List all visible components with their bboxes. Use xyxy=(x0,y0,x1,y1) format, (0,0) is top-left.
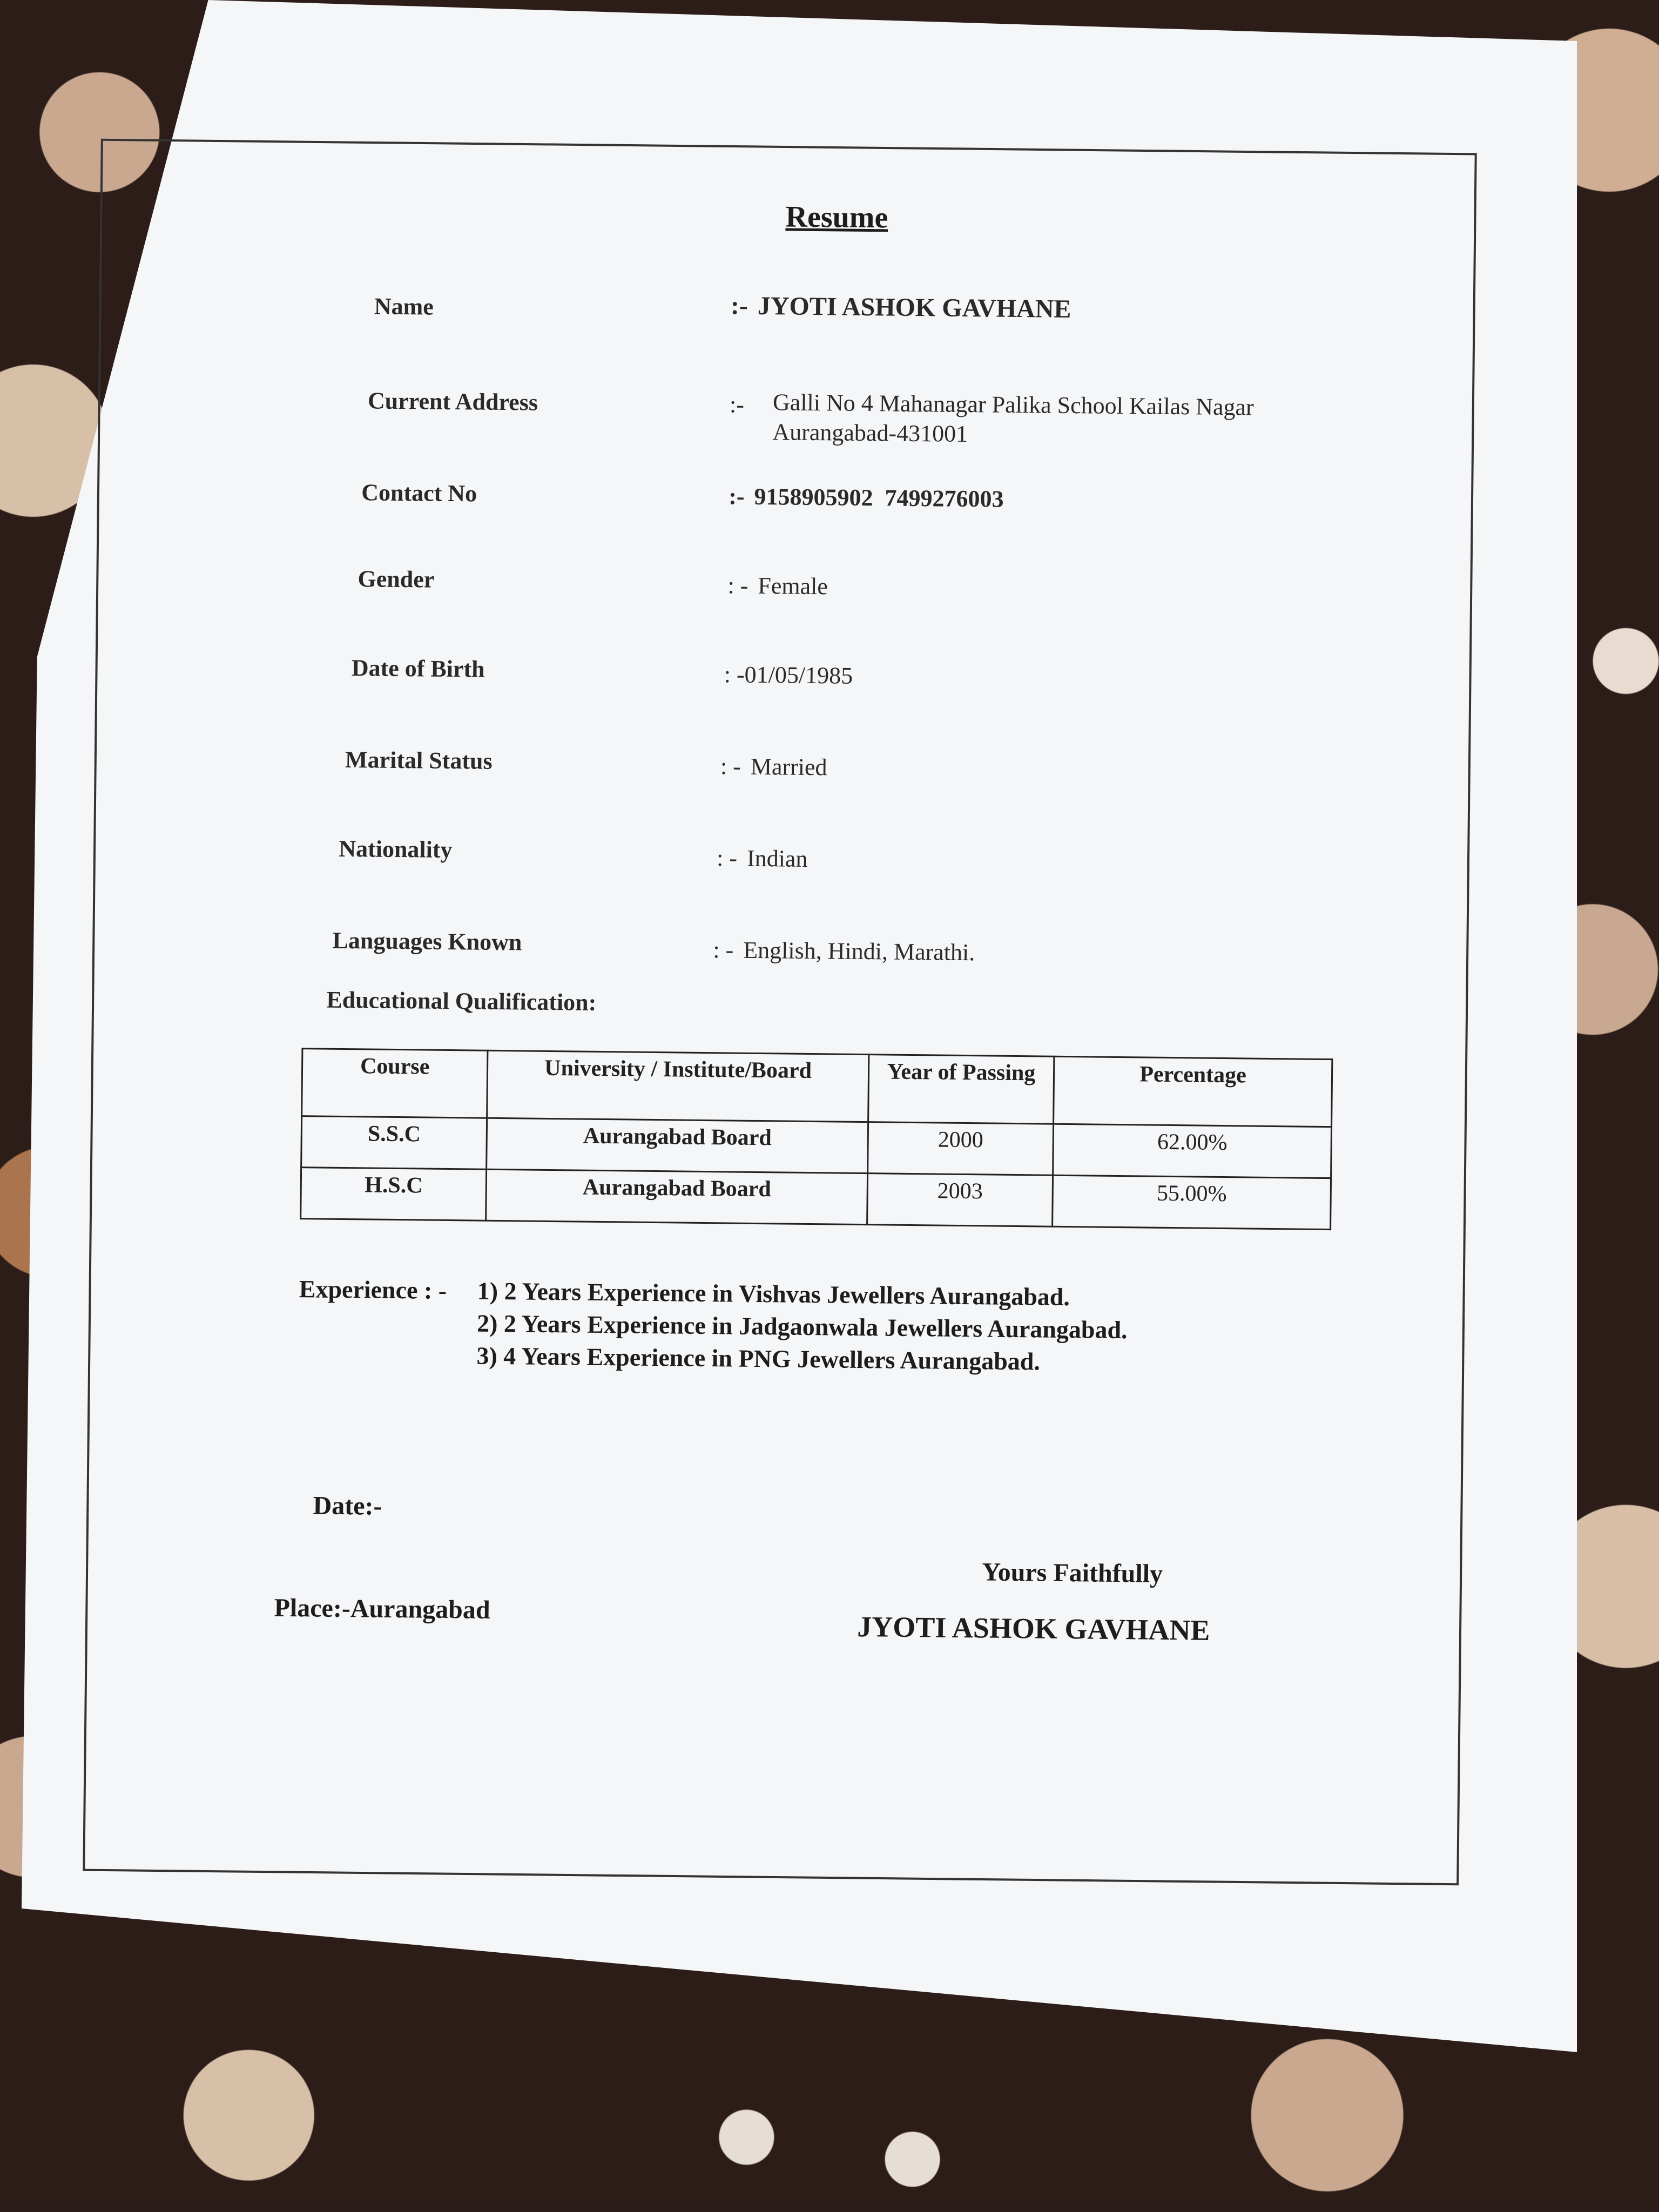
cell-percentage: 55.00% xyxy=(1053,1175,1331,1229)
gender-text: Female xyxy=(758,572,828,600)
cell-course: H.S.C xyxy=(301,1168,487,1221)
address-line-1: Galli No 4 Mahanagar Palika School Kailas Nagar xyxy=(772,389,1255,421)
signature-name: JYOTI ASHOK GAVHANE xyxy=(857,1610,1210,1647)
dob-text: 01/05/1985 xyxy=(744,661,853,689)
table-header-row xyxy=(302,1049,1332,1127)
place-field: Place:-Aurangabad xyxy=(274,1593,490,1624)
name-label: Name xyxy=(374,293,434,320)
experience-item-1: 1) 2 Years Experience in Vishvas Jewellers Aurangabad. xyxy=(477,1277,1070,1311)
experience-item-2: 2) 2 Years Experience in Jadgaonwala Jewellers Aurangabad. xyxy=(476,1309,1128,1344)
contact-text: 9158905902 7499276003 xyxy=(754,483,1004,512)
name-value xyxy=(731,291,1071,324)
table-row xyxy=(301,1168,1331,1230)
page-title: Resume xyxy=(785,200,888,235)
header-year: Year of Passing xyxy=(868,1055,1054,1124)
date-field: Date:- xyxy=(313,1491,382,1521)
gender-label: Gender xyxy=(358,565,435,593)
dob-value xyxy=(724,660,853,689)
marital-text: Married xyxy=(750,753,827,781)
cell-board: Aurangabad Board xyxy=(486,1169,868,1224)
languages-separator: : - xyxy=(713,936,734,963)
education-heading: Educational Qualification: xyxy=(326,986,597,1016)
address-label: Current Address xyxy=(367,387,538,416)
languages-label: Languages Known xyxy=(332,927,522,956)
nationality-label: Nationality xyxy=(339,835,453,864)
nationality-text: Indian xyxy=(746,845,808,872)
cell-course: S.S.C xyxy=(301,1116,487,1170)
contact-label: Contact No xyxy=(361,479,477,507)
gender-value xyxy=(727,571,828,600)
cell-board: Aurangabad Board xyxy=(487,1118,868,1173)
marital-value xyxy=(720,752,827,781)
cell-year: 2000 xyxy=(867,1122,1053,1176)
header-course: Course xyxy=(302,1049,488,1118)
experience-item-3: 3) 4 Years Experience in PNG Jewellers Aurangabad. xyxy=(476,1341,1041,1375)
contact-separator: :- xyxy=(728,483,745,510)
name-separator: :- xyxy=(730,291,748,320)
experience-label: Experience : - xyxy=(299,1275,447,1304)
address-line-2: Aurangabad-431001 xyxy=(772,419,968,448)
languages-text: English, Hindi, Marathi. xyxy=(743,936,975,966)
name-text: JYOTI ASHOK GAVHANE xyxy=(757,291,1071,323)
cell-year: 2003 xyxy=(867,1174,1053,1227)
address-separator: :- xyxy=(729,391,745,418)
marital-label: Marital Status xyxy=(345,746,493,774)
dob-label: Date of Birth xyxy=(351,655,485,683)
contact-value xyxy=(729,482,1004,512)
education-table xyxy=(300,1048,1333,1230)
gender-separator: : - xyxy=(727,572,748,599)
header-university: University / Institute/Board xyxy=(487,1050,869,1122)
header-percentage: Percentage xyxy=(1054,1056,1332,1127)
cell-percentage: 62.00% xyxy=(1053,1124,1332,1178)
closing-text: Yours Faithfully xyxy=(982,1557,1163,1588)
nationality-separator: : - xyxy=(716,845,738,872)
nationality-value xyxy=(717,844,808,873)
languages-value xyxy=(713,936,975,966)
dob-separator: : - xyxy=(724,661,745,688)
marital-separator: : - xyxy=(720,753,741,780)
